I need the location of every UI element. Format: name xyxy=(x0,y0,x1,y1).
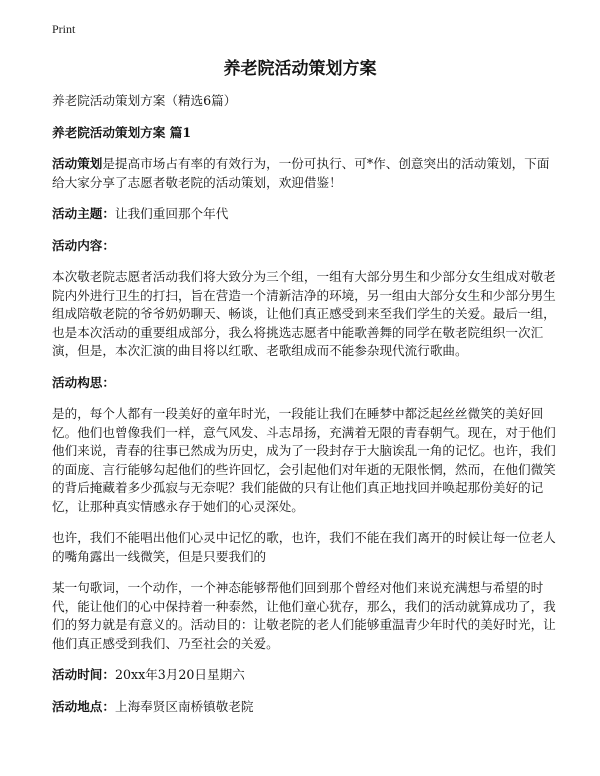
location-label: 活动地点： xyxy=(52,698,115,714)
intro-text: 是提高市场占有率的有效行为，一份可执行、可*作、创意突出的活动策划，下面给大家分享了志愿者敬老院的活动策划，欢迎借鉴！ xyxy=(52,156,550,190)
concept-heading: 活动构思： xyxy=(52,374,115,390)
theme-value: 让我们重回那个年代 xyxy=(114,206,229,221)
print-link[interactable]: Print xyxy=(52,22,76,36)
content-heading: 活动内容： xyxy=(52,237,115,253)
theme-row xyxy=(52,205,562,224)
section-title: 养老院活动策划方案 篇1 xyxy=(52,124,192,140)
concept-paragraph-2: 也许，我们不能唱出他们心灵中记忆的歌，也许，我们不能在我们离开的时候让每一位老人的嘴角露出一线微笑，但是只要我们的 xyxy=(52,530,556,564)
intro-paragraph xyxy=(52,155,562,192)
page-title: 养老院活动策划方案 xyxy=(223,59,377,79)
content-paragraph: 本次敬老院志愿者活动我们将大致分为三个组，一组有大部分男生和少部分女生组成对敬老院内外进行卫生的打扫，旨在营造一个清新洁净的环境，另一组由大部分女生和少部分男生组成陪敬老院的爷爷奶奶聊天、畅谈，让他们真正感受到来至我们学生的关爱。最后一组，也是本次活动的重要组成部分，我么将挑选志愿者中能歌善舞的同学在敬老院组织一次汇演，但是，本次汇演的曲目将以红歌、老歌组成而不能参杂现代流行歌曲。 xyxy=(52,269,556,358)
time-value: 20xx年3月20日星期六 xyxy=(114,667,245,682)
location-row xyxy=(52,698,562,717)
concept-paragraph-1: 是的，每个人都有一段美好的童年时光，一段能让我们在睡梦中都泛起丝丝微笑的美好回忆。他们也曾像我们一样，意气风发、斗志昂扬，充满着无限的青春朝气。现在，对于他们他们来说，青春的往事已然成为历史，成为了一段封存于大脑诶乱一角的记忆。也许，我们的面庞、言行能够勾起他们的些许回忆，会引起他们对年逝的无限怅惘，然而，在他们微笑的背后掩藏着多少孤寂与无奈呢？我们能做的只有让他们真正地找回并唤起那份美好的记忆，让那种真实情感永存于她们的心灵深处。 xyxy=(52,406,556,514)
time-row xyxy=(52,666,562,685)
document-body xyxy=(52,92,562,729)
intro-lead: 活动策划 xyxy=(52,156,103,171)
concept-paragraph-3: 某一句歌词，一个动作，一个神态能够帮他们回到那个曾经对他们来说充满想与希望的时代，能让他们的心中保持着一种泰然，让他们童心犹存，那么，我们的活动就算成功了，我们的努力就是有意义的。活动目的：让敬老院的老人们能够重温青少年时代的美好时光，让他们真正感受到我们、乃至社会的关爱。 xyxy=(52,580,556,651)
document-subtitle: 养老院活动策划方案（精选6篇） xyxy=(52,93,237,108)
time-label: 活动时间： xyxy=(52,667,115,682)
theme-label: 活动主题： xyxy=(52,206,115,221)
location-value: 上海奉贤区南桥镇敬老院 xyxy=(114,698,254,714)
